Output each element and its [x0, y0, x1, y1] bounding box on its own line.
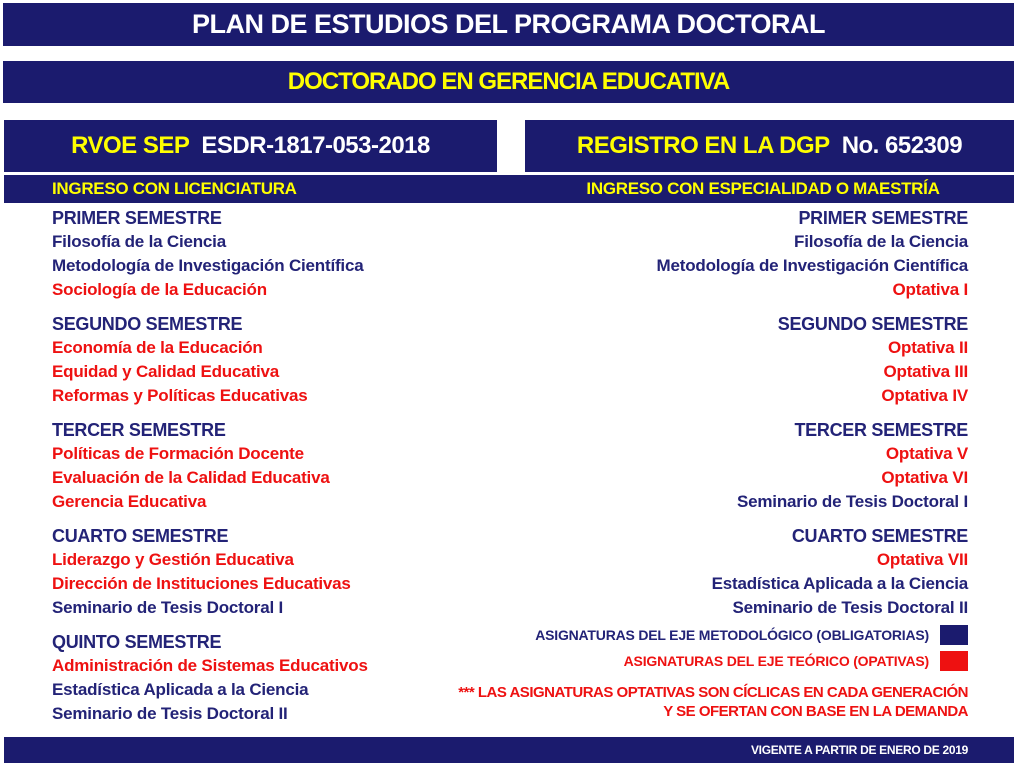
course-item: Optativa VI — [881, 468, 968, 487]
course-item: Seminario de Tesis Doctoral II — [732, 598, 968, 617]
semester-heading: SEGUNDO SEMESTRE — [777, 314, 968, 334]
semester-section — [52, 630, 368, 726]
course-item: Metodología de Investigación Científica — [52, 256, 364, 275]
program-title: DOCTORADO EN GERENCIA EDUCATIVA — [287, 68, 730, 95]
course-item: Economía de la Educación — [52, 338, 263, 357]
title-bar — [3, 3, 1014, 46]
course-item: Estadística Aplicada a la Ciencia — [711, 574, 968, 593]
dgp-label: REGISTRO EN LA DGP — [576, 132, 830, 159]
track-headings-bar — [4, 175, 1014, 203]
track-maestria-heading: INGRESO CON ESPECIALIDAD O MAESTRÍA — [586, 179, 940, 198]
semester-section — [657, 524, 968, 620]
maestria-column — [657, 206, 968, 630]
course-item: Estadística Aplicada a la Ciencia — [52, 680, 309, 699]
footer-bar — [4, 737, 1014, 763]
rvoe-label: RVOE SEP — [71, 132, 190, 159]
legend-core-row — [458, 622, 968, 648]
semester-section — [657, 418, 968, 514]
legend — [458, 622, 968, 721]
course-item: Optativa II — [888, 338, 968, 357]
program-title-bar — [3, 61, 1014, 103]
course-item: Optativa V — [885, 444, 968, 463]
semester-heading: QUINTO SEMESTRE — [52, 632, 222, 652]
dgp-registry-box — [525, 120, 1014, 172]
course-item: Liderazgo y Gestión Educativa — [52, 550, 294, 569]
semester-heading: TERCER SEMESTRE — [52, 420, 226, 440]
course-item: Equidad y Calidad Educativa — [52, 362, 279, 381]
dgp-value: No. 652309 — [841, 132, 963, 159]
course-item: Seminario de Tesis Doctoral I — [52, 598, 284, 617]
track-licenciatura-heading: INGRESO CON LICENCIATURA — [52, 179, 297, 198]
course-item: Gerencia Educativa — [52, 492, 207, 511]
semester-section — [657, 206, 968, 302]
course-item: Optativa VII — [876, 550, 968, 569]
legend-elective-row — [458, 648, 968, 674]
course-item: Seminario de Tesis Doctoral I — [736, 492, 968, 511]
course-item: Sociología de la Educación — [52, 280, 267, 299]
semester-section — [657, 312, 968, 408]
course-item: Dirección de Instituciones Educativas — [52, 574, 351, 593]
rvoe-value: ESDR-1817-053-2018 — [201, 132, 430, 159]
electives-note — [458, 683, 968, 721]
course-item: Optativa I — [892, 280, 968, 299]
semester-heading: PRIMER SEMESTRE — [798, 208, 968, 228]
course-item: Filosofía de la Ciencia — [794, 232, 968, 251]
course-item: Optativa IV — [881, 386, 968, 405]
semester-heading: SEGUNDO SEMESTRE — [52, 314, 243, 334]
course-item: Políticas de Formación Docente — [52, 444, 304, 463]
legend-elective-label: ASIGNATURAS DEL EJE TEÓRICO (OPATIVAS) — [623, 653, 929, 669]
semester-section — [52, 312, 368, 408]
electives-note-line2: Y SE OFERTAN CON BASE EN LA DEMANDA — [663, 703, 968, 720]
semester-heading: CUARTO SEMESTRE — [52, 526, 229, 546]
semester-heading: TERCER SEMESTRE — [794, 420, 968, 440]
effective-date: VIGENTE A PARTIR DE ENERO DE 2019 — [750, 743, 968, 757]
semester-section — [52, 524, 368, 620]
core-color-swatch — [940, 625, 968, 645]
electives-note-line1: *** LAS ASIGNATURAS OPTATIVAS SON CÍCLICAS EN CADA GENERACIÓN — [458, 684, 968, 701]
course-item: Seminario de Tesis Doctoral II — [52, 704, 288, 723]
semester-section — [52, 418, 368, 514]
course-item: Optativa III — [883, 362, 968, 381]
elective-color-swatch — [940, 651, 968, 671]
semester-heading: PRIMER SEMESTRE — [52, 208, 222, 228]
course-item: Evaluación de la Calidad Educativa — [52, 468, 330, 487]
legend-core-label: ASIGNATURAS DEL EJE METODOLÓGICO (OBLIGATORIAS) — [535, 627, 929, 643]
course-item: Administración de Sistemas Educativos — [52, 656, 368, 675]
semester-heading: CUARTO SEMESTRE — [791, 526, 968, 546]
course-item: Reformas y Políticas Educativas — [52, 386, 308, 405]
rvoe-box — [4, 120, 497, 172]
semester-section — [52, 206, 368, 302]
course-item: Filosofía de la Ciencia — [52, 232, 226, 251]
course-item: Metodología de Investigación Científica — [656, 256, 968, 275]
page-title: PLAN DE ESTUDIOS DEL PROGRAMA DOCTORAL — [191, 9, 826, 39]
licenciatura-column — [52, 206, 368, 736]
